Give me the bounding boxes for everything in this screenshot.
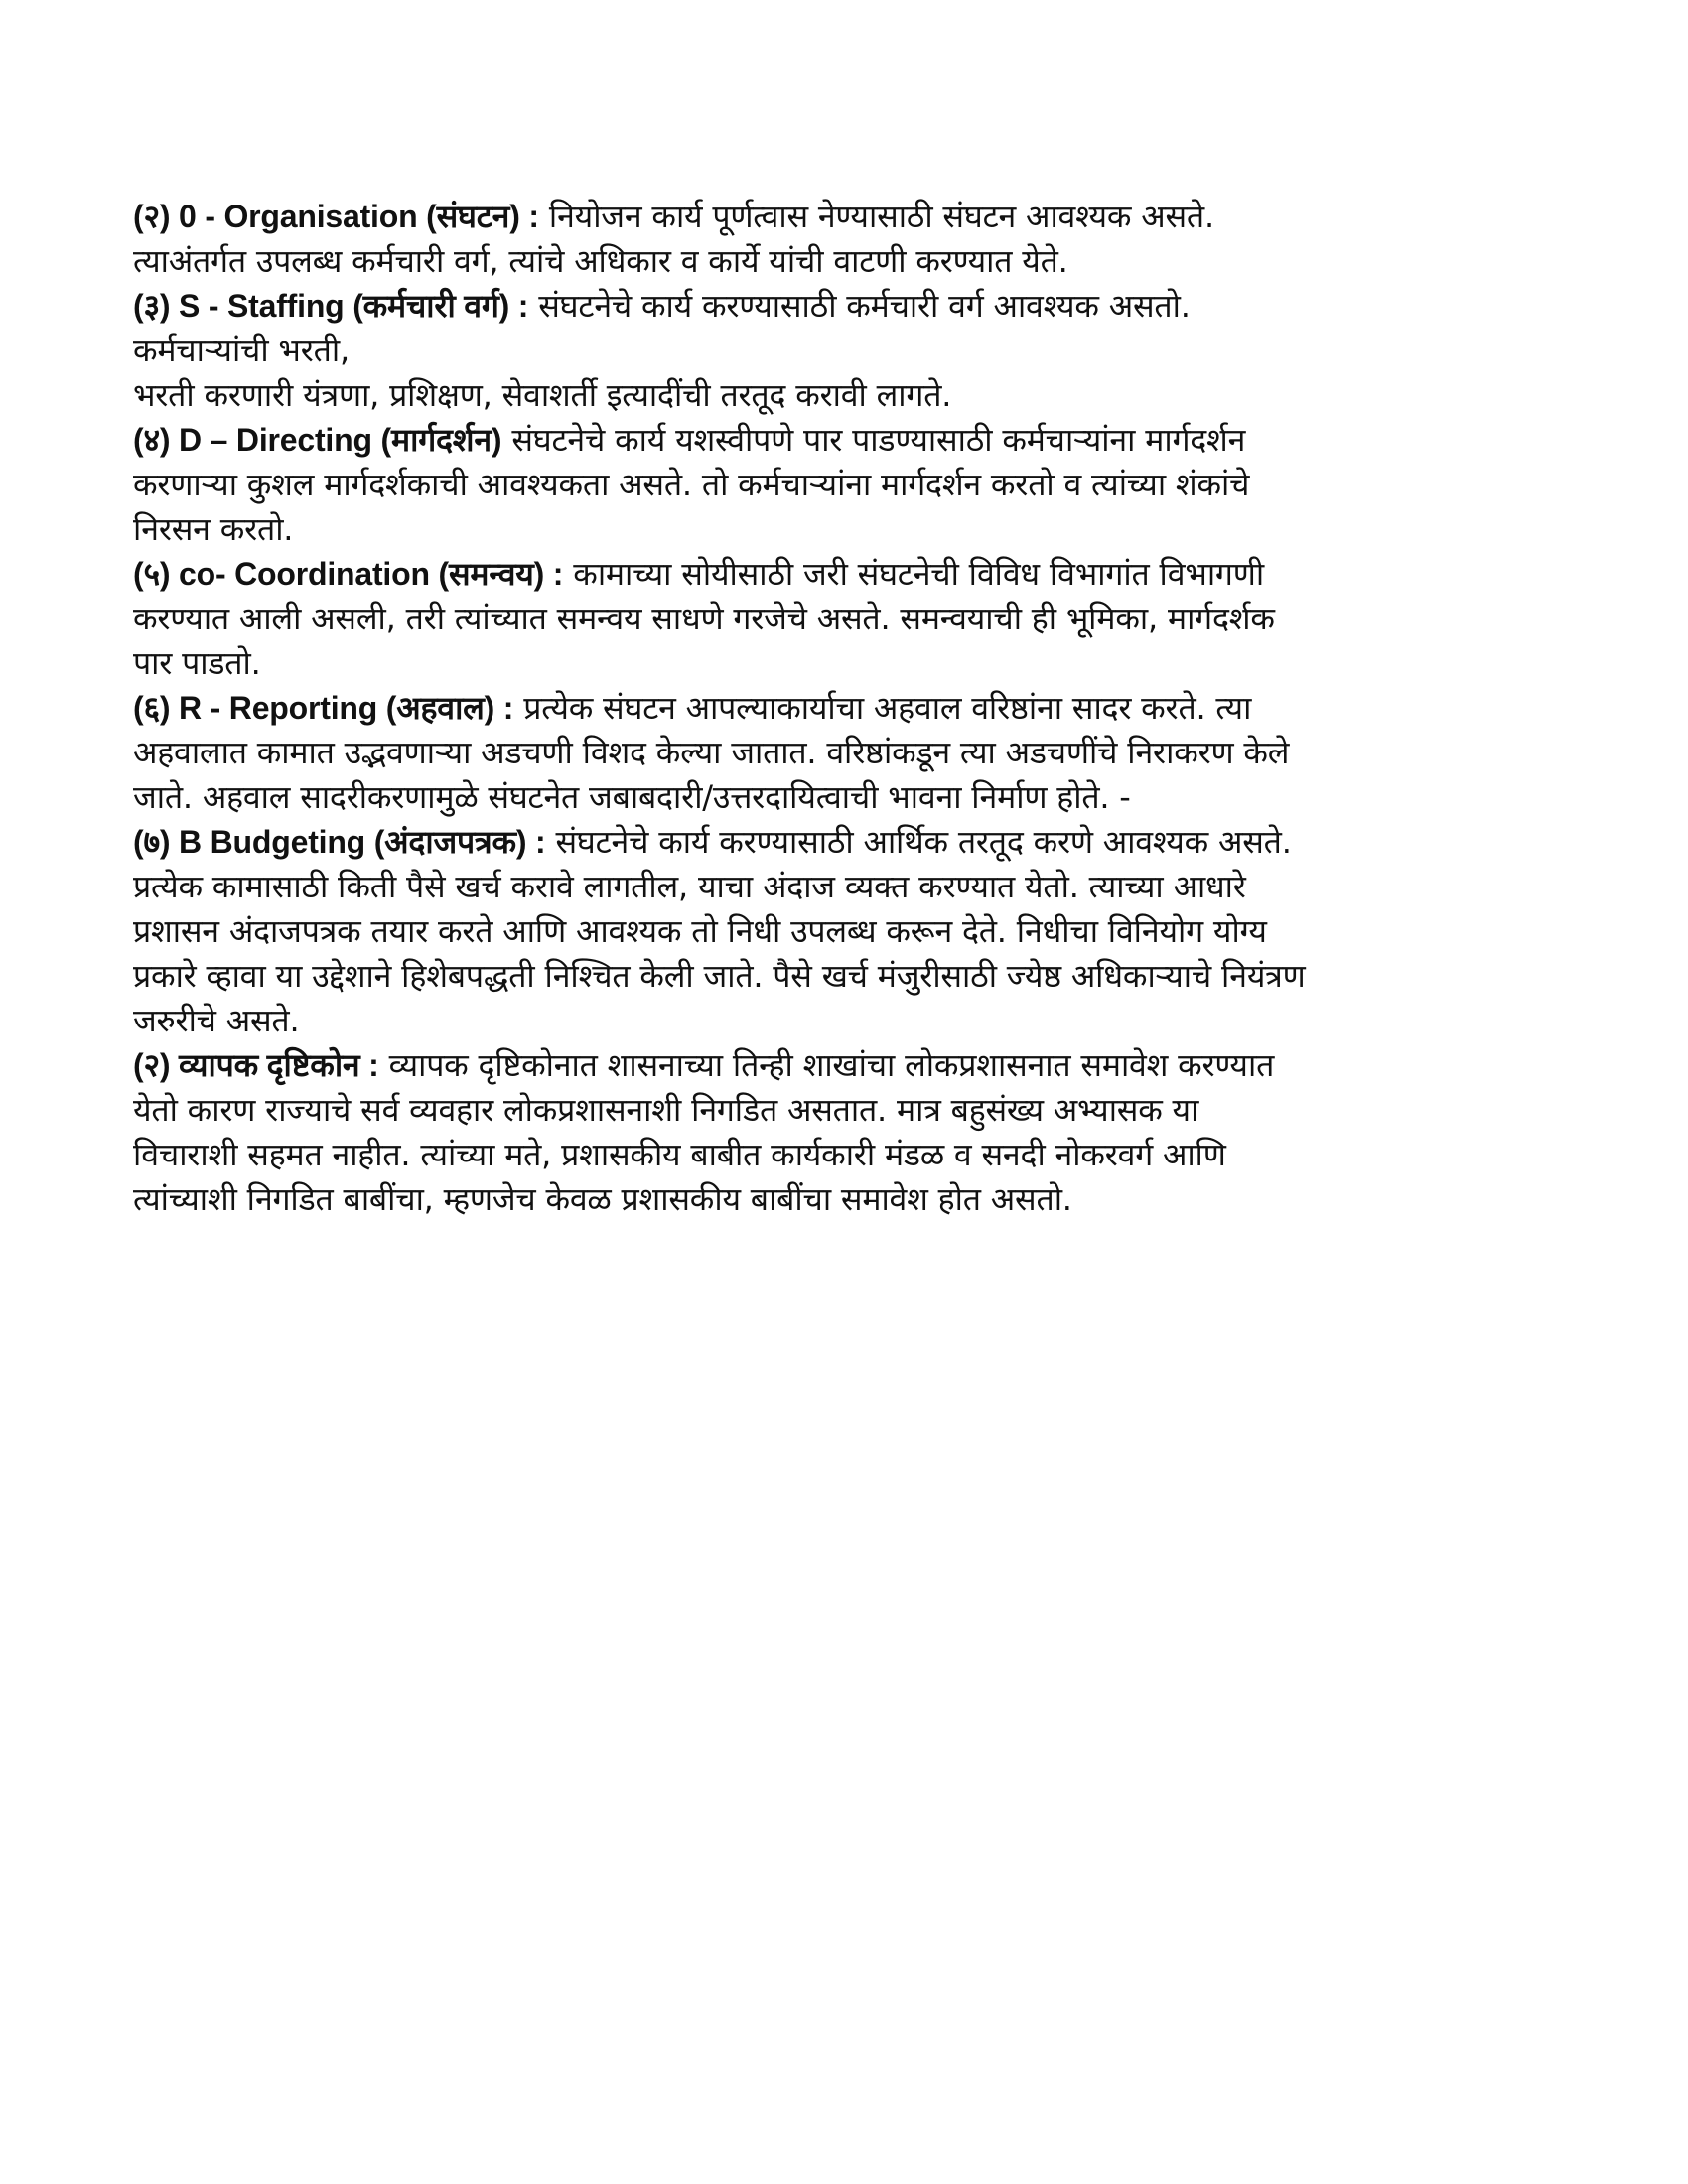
- paragraph-heading: (४) D – Directing (मार्गदर्शन): [133, 422, 502, 458]
- paragraph-directing: [133, 418, 1563, 552]
- paragraph-text: पार पाडतो.: [133, 644, 261, 682]
- paragraph-text: येतो कारण राज्याचे सर्व व्यवहार लोकप्रशासनाशी निगडित असतात. मात्र बहुसंख्य अभ्यासक या: [133, 1091, 1199, 1129]
- document-body: [133, 195, 1563, 1222]
- paragraph-text: व्यापक दृष्टिकोनात शासनाच्या तिन्ही शाखांचा लोकप्रशासनात समावेश करण्यात: [388, 1046, 1275, 1084]
- paragraph-budgeting: [133, 820, 1563, 1043]
- paragraph-text: कामाच्या सोयीसाठी जरी संघटनेची विविध विभागांत विभागणी: [573, 555, 1264, 593]
- paragraph-text: संघटनेचे कार्य यशस्वीपणे पार पाडण्यासाठी कर्मचाऱ्यांना मार्गदर्शन: [511, 421, 1246, 459]
- paragraph-text: संघटनेचे कार्य करण्यासाठी कर्मचारी वर्ग आवश्यक असतो.: [538, 287, 1191, 325]
- paragraph-text: त्याअंतर्गत उपलब्ध कर्मचारी वर्ग, त्यांचे अधिकार व कार्ये यांची वाटणी करण्यात येते.: [133, 242, 1068, 280]
- paragraph-text: करणाऱ्या कुशल मार्गदर्शकाची आवश्यकता असते. तो कर्मचाऱ्यांना मार्गदर्शन करतो व त्यांच्या शंकांचे: [133, 466, 1250, 503]
- paragraph-text: प्रत्येक संघटन आपल्याकार्याचा अहवाल वरिष्ठांना सादर करते. त्या: [523, 689, 1252, 727]
- paragraph-broad-view: [133, 1043, 1563, 1222]
- paragraph-text: कर्मचाऱ्यांची भरती,: [133, 332, 350, 369]
- paragraph-heading: (२) 0 - Organisation (संघटन) :: [133, 199, 539, 234]
- paragraph-heading: (७) B Budgeting (अंदाजपत्रक) :: [133, 824, 546, 860]
- paragraph-text: प्रकारे व्हावा या उद्देशाने हिशेबपद्धती निश्चित केली जाते. पैसे खर्च मंजुरीसाठी ज्येष्ठ अधिकाऱ्याचे नियंत्रण: [133, 957, 1306, 995]
- paragraph-text: त्यांच्याशी निगडित बाबींचा, म्हणजेच केवळ प्रशासकीय बाबींचा समावेश होत असतो.: [133, 1180, 1072, 1218]
- paragraph-reporting: [133, 686, 1563, 820]
- paragraph-heading: (३) S - Staffing (कर्मचारी वर्ग) :: [133, 288, 529, 324]
- paragraph-text: अहवालात कामात उद्भवणाऱ्या अडचणी विशद केल्या जातात. वरिष्ठांकडून त्या अडचणींचे निराकरण केले: [133, 734, 1290, 771]
- paragraph-text: भरती करणारी यंत्रणा, प्रशिक्षण, सेवाशर्ती इत्यादींची तरतूद करावी लागते.: [133, 376, 952, 414]
- paragraph-heading: (२) व्यापक दृष्टिकोन :: [133, 1047, 379, 1083]
- paragraph-coordination: [133, 552, 1563, 686]
- paragraph-text: जाते. अहवाल सादरीकरणामुळे संघटनेत जबाबदारी/उत्तरदायित्वाची भावना निर्माण होते. -: [133, 778, 1131, 816]
- paragraph-text: विचाराशी सहमत नाहीत. त्यांच्या मते, प्रशासकीय बाबीत कार्यकारी मंडळ व सनदी नोकरवर्ग आणि: [133, 1136, 1226, 1173]
- paragraph-text: नियोजन कार्य पूर्णत्वास नेण्यासाठी संघटन आवश्यक असते.: [548, 198, 1214, 235]
- paragraph-organisation: [133, 195, 1563, 284]
- paragraph-heading: (५) co- Coordination (समन्वय) :: [133, 556, 564, 592]
- paragraph-text: करण्यात आली असली, तरी त्यांच्यात समन्वय साधणे गरजेचे असते. समन्वयाची ही भूमिका, मार्गदर्शक: [133, 600, 1275, 637]
- paragraph-text: प्रशासन अंदाजपत्रक तयार करते आणि आवश्यक तो निधी उपलब्ध करून देते. निधीचा विनियोग योग्य: [133, 912, 1267, 950]
- paragraph-text: प्रत्येक कामासाठी किती पैसे खर्च करावे लागतील, याचा अंदाज व्यक्त करण्यात येतो. त्याच्या आधारे: [133, 868, 1246, 905]
- paragraph-text: संघटनेचे कार्य करण्यासाठी आर्थिक तरतूद करणे आवश्यक असते.: [555, 823, 1292, 861]
- paragraph-staffing: [133, 284, 1563, 418]
- paragraph-heading: (६) R - Reporting (अहवाल) :: [133, 690, 514, 726]
- paragraph-text: जरुरीचे असते.: [133, 1002, 300, 1039]
- paragraph-text: निरसन करतो.: [133, 510, 294, 548]
